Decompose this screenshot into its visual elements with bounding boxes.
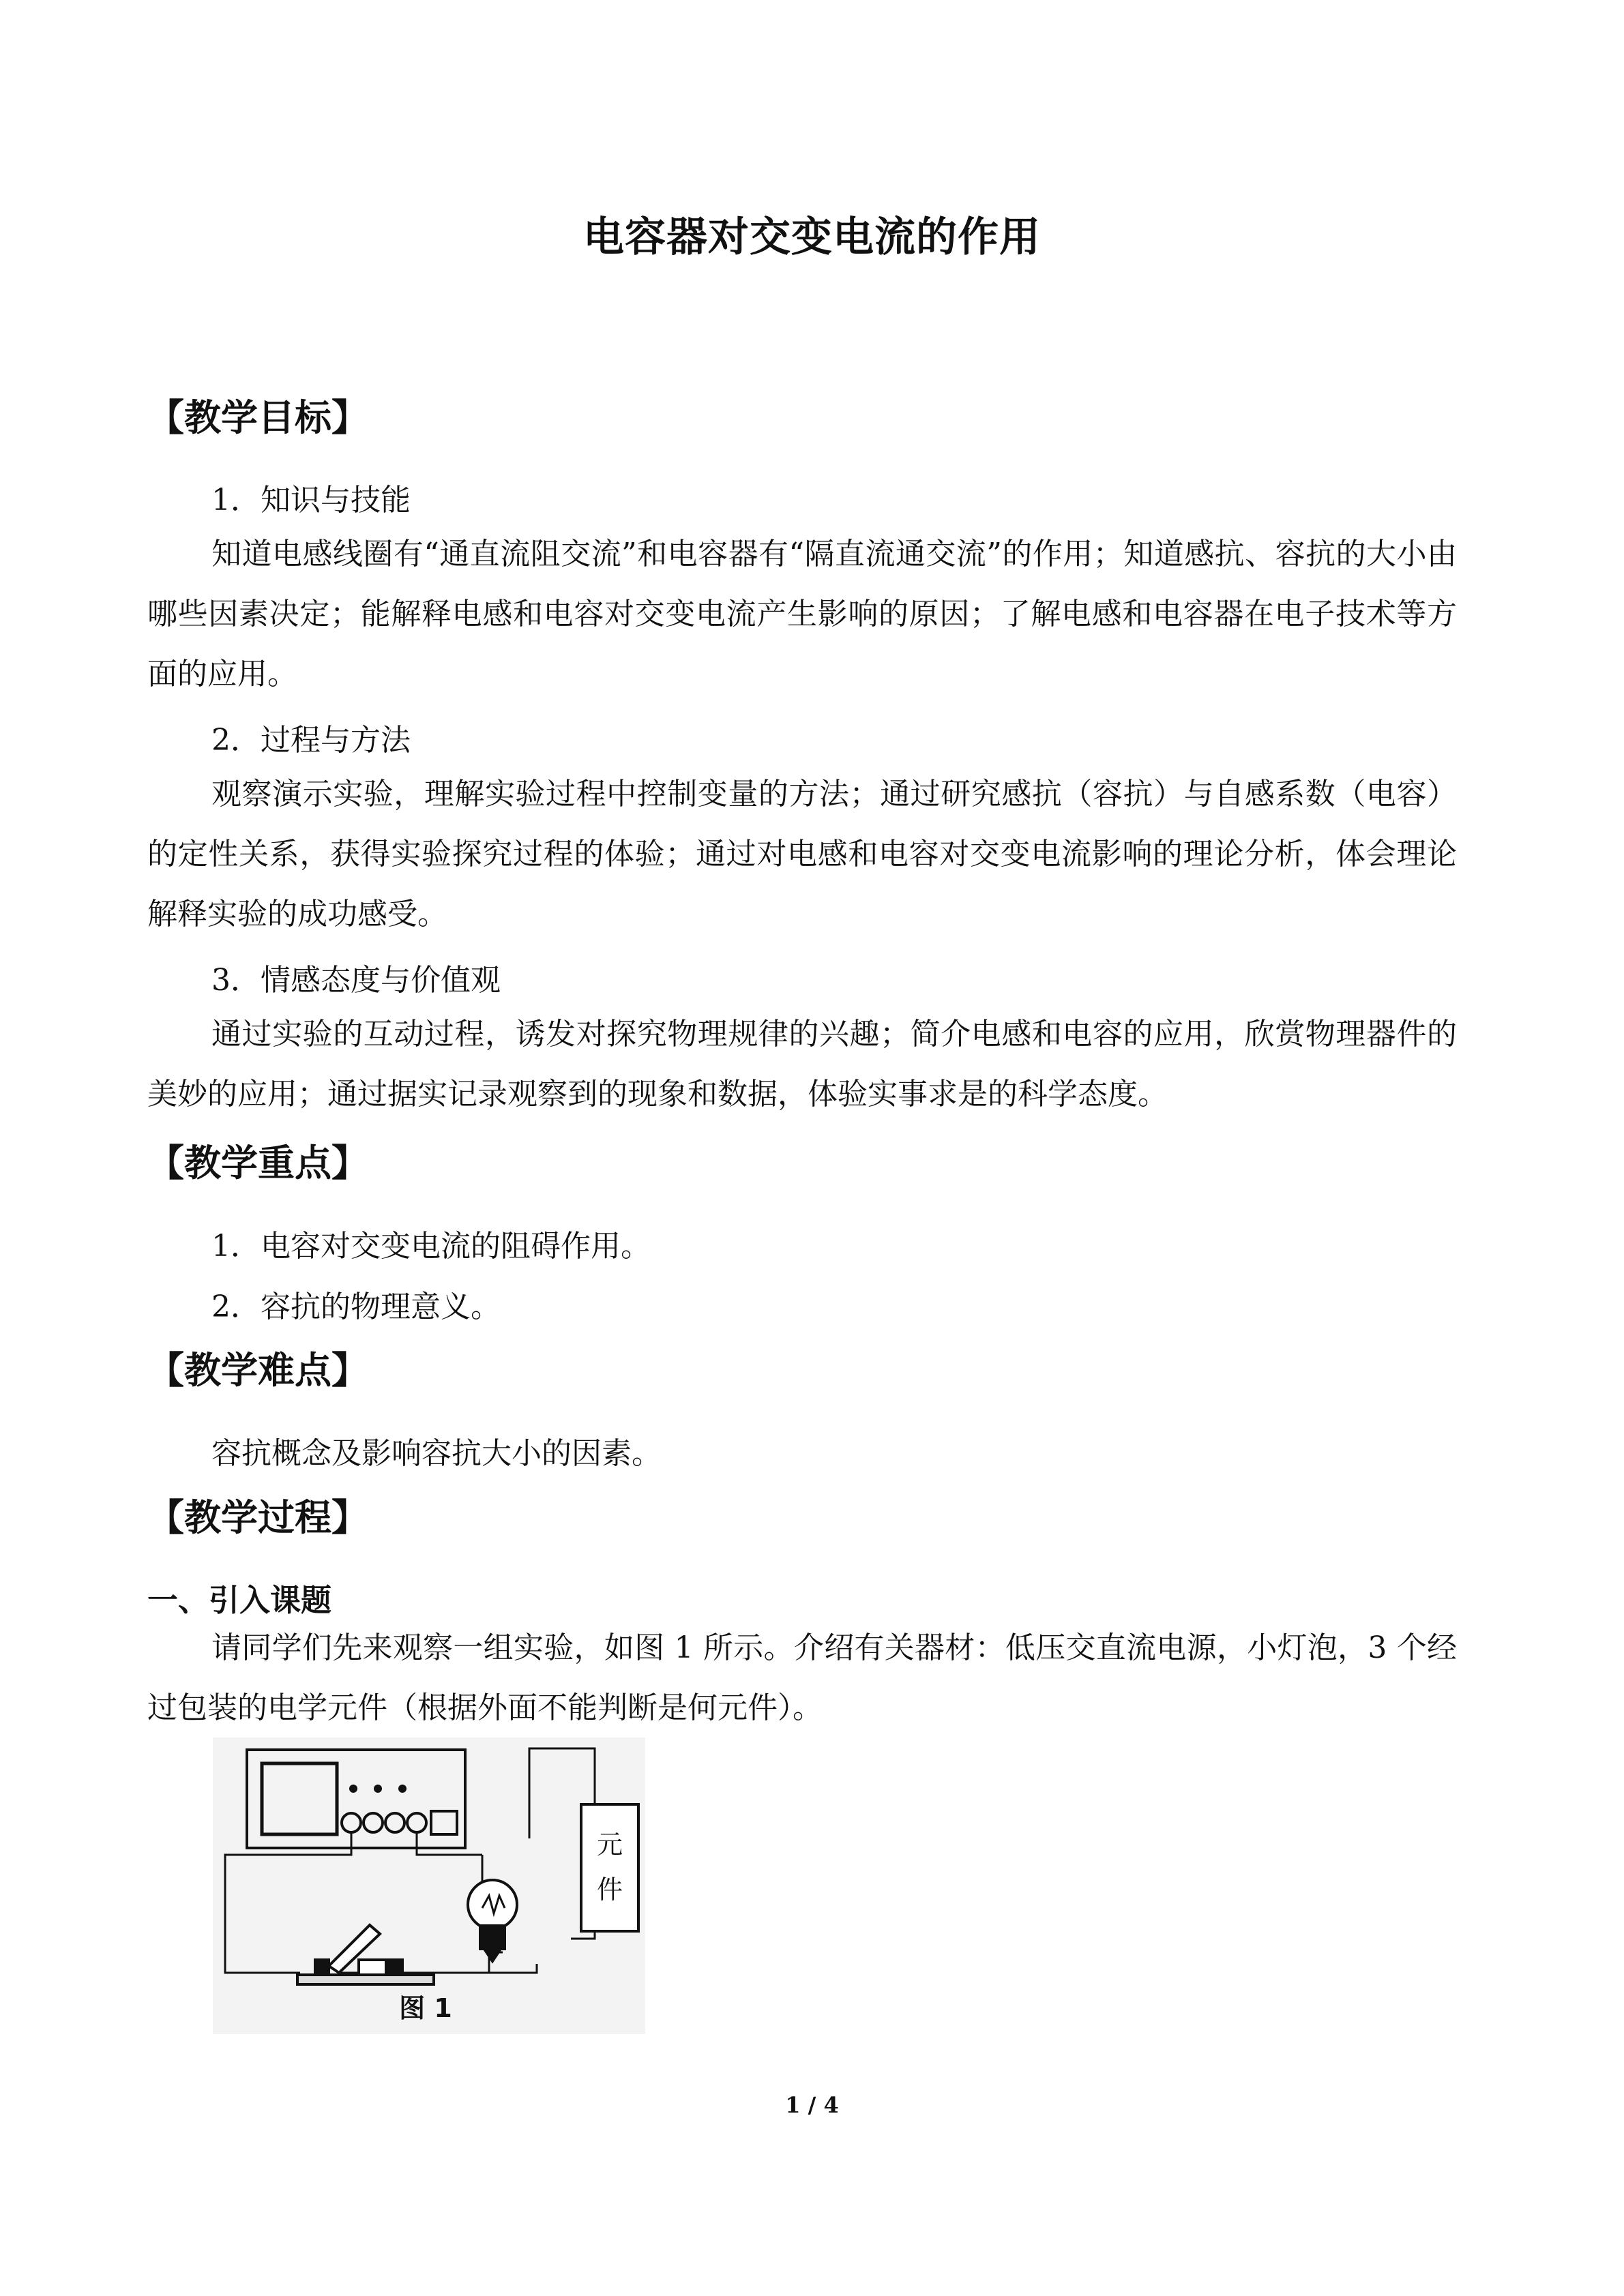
page-title: 电容器对交变电流的作用	[583, 213, 1041, 261]
objective-1-title: 1．知识与技能	[211, 483, 411, 518]
objective-3-text: 通过实验的互动过程，诱发对探究物理规律的兴趣；简介电感和电容的应用，欣赏物理器件的美妙的应用；通过据实记录观察到的现象和数据，体验实事求是的科学态度。	[147, 1017, 1457, 1112]
objective-2-text: 观察演示实验，理解实验过程中控制变量的方法；通过研究感抗（容抗）与自感系数（电容）的定性关系，获得实验探究过程的体验；通过对电感和电容对交变电流影响的理论分析，体会理论解释实验的成功感受。	[147, 777, 1457, 931]
page-number: 1 / 4	[785, 2092, 839, 2118]
process-text: 请同学们先来观察一组实验，如图 1 所示。介绍有关器材：低压交直流电源，小灯泡，3 个经过包装的电学元件（根据外面不能判断是何元件）。	[147, 1630, 1457, 1725]
section-heading-key-points: 【教学重点】	[147, 1142, 368, 1184]
section-heading-process: 【教学过程】	[147, 1496, 368, 1539]
figure-caption: 图 1	[399, 1993, 452, 2023]
key-point-2: 2．容抗的物理意义。	[211, 1289, 501, 1324]
component-box	[581, 1804, 638, 1931]
objective-2-title: 2．过程与方法	[211, 723, 411, 758]
component-label-bottom: 件	[596, 1875, 623, 1905]
section-heading-difficulties: 【教学难点】	[147, 1349, 368, 1392]
component-label-top: 元	[596, 1830, 623, 1860]
key-point-1: 1．电容对交变电流的阻碍作用。	[211, 1229, 651, 1264]
objective-1-text: 知道电感线圈有“通直流阻交流”和电容器有“隔直流通交流”的作用；知道感抗、容抗的大小由哪些因素决定；能解释电感和电容对交变电流产生影响的原因；了解电感和电容器在电子技术等方面的应用。	[147, 537, 1457, 691]
circuit-figure	[213, 1738, 645, 2034]
section-heading-objectives: 【教学目标】	[147, 396, 368, 439]
difficulty-text: 容抗概念及影响容抗大小的因素。	[211, 1436, 662, 1471]
objective-3-title: 3．情感态度与价值观	[211, 963, 501, 998]
process-subheading: 一、引入课题	[147, 1582, 332, 1618]
circuit-diagram	[213, 1738, 645, 2034]
